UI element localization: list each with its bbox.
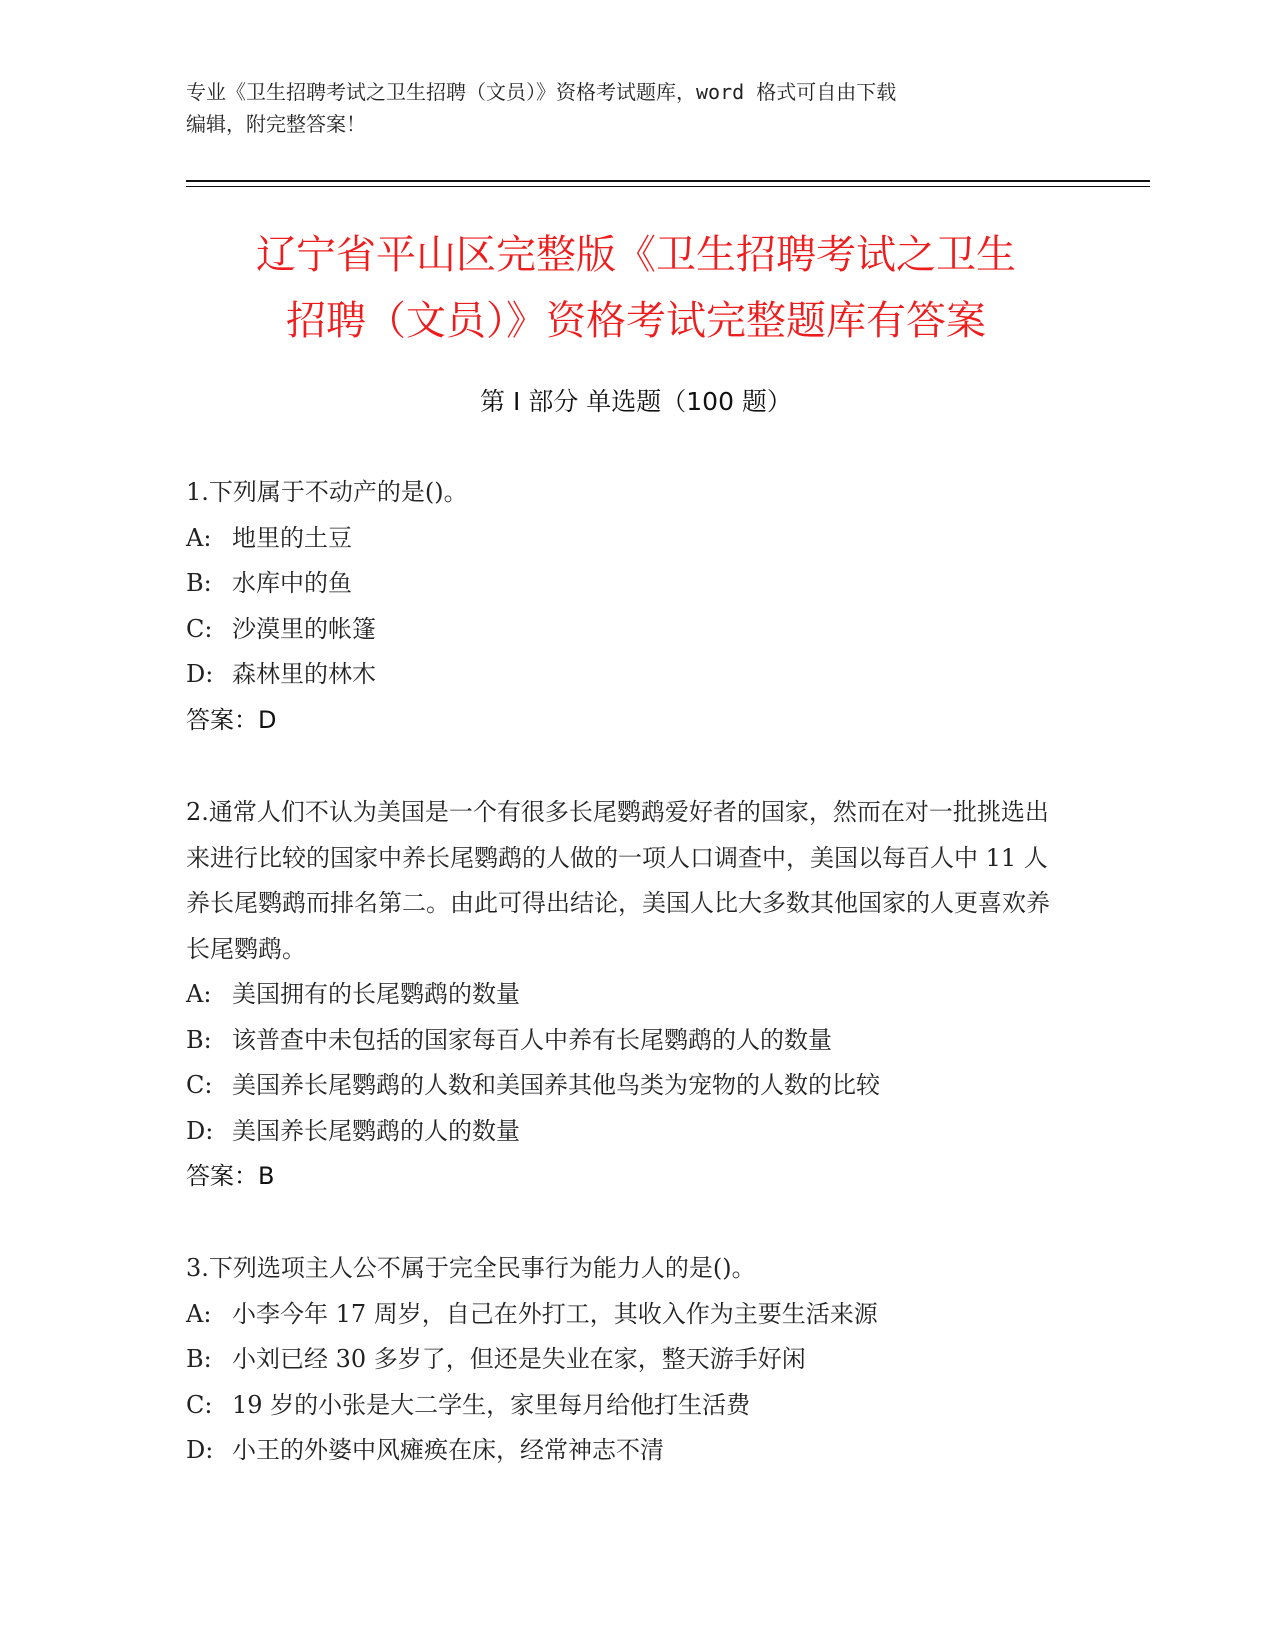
option-text: 美国养长尾鹦鹉的人数和美国养其他鸟类为宠物的人数的比较 [232, 1071, 880, 1099]
option-key: C: [186, 614, 213, 643]
option-text: 沙漠里的帐篷 [232, 614, 376, 643]
option-key: B: [186, 1345, 212, 1373]
option-text: 地里的土豆 [232, 523, 352, 552]
document-title-line-1: 辽宁省平山区完整版《卫生招聘考试之卫生 [256, 232, 1016, 278]
option-a [186, 1292, 1066, 1338]
option-b [186, 1337, 1066, 1383]
option-text: 美国养长尾鹦鹉的人的数量 [232, 1116, 520, 1145]
option-d [186, 652, 1066, 698]
question-3 [186, 1246, 1066, 1474]
option-key: D: [186, 1116, 214, 1145]
document-title [186, 222, 1086, 354]
option-text: 该普查中未包括的国家每百人中养有长尾鹦鹉的人的数量 [232, 1025, 832, 1054]
option-key: A: [186, 1299, 212, 1328]
option-a [186, 972, 1066, 1018]
option-text: 小王的外婆中风瘫痪在床，经常神志不清 [232, 1436, 664, 1464]
option-key: C: [186, 1390, 213, 1419]
header-note-line-1: 专业《卫生招聘考试之卫生招聘（文员）》资格考试题库，word 格式可自由下载 [186, 80, 897, 104]
question-stem: 2.通常人们不认为美国是一个有很多长尾鹦鹉爱好者的国家，然而在对一批挑选出来进行比较的国家中养长尾鹦鹉的人做的一项人口调查中，美国以每百人中 11 人养长尾鹦鹉而排名第二。由此可得出结论，美国人比大多数其他国家的人更喜欢养长尾鹦鹉。 [186, 798, 1050, 963]
question-stem: 1.下列属于不动产的是()。 [186, 478, 468, 506]
answer: 答案：B [186, 1162, 275, 1190]
option-key: D: [186, 1436, 214, 1464]
section-title: 第 I 部分 单选题（100 题） [480, 387, 792, 416]
option-text: 小刘已经 30 多岁了，但还是失业在家，整天游手好闲 [232, 1345, 806, 1373]
question-1 [186, 470, 1066, 743]
header-divider-thick [186, 180, 1150, 182]
option-b [186, 561, 1066, 607]
option-key: A: [186, 523, 212, 552]
option-text: 美国拥有的长尾鹦鹉的数量 [232, 980, 520, 1008]
option-c [186, 1063, 1066, 1109]
option-key: A: [186, 980, 212, 1008]
option-key: C: [186, 1071, 213, 1099]
option-d [186, 1428, 1066, 1474]
header-note [186, 76, 1086, 140]
option-a [186, 516, 1066, 562]
question-2 [186, 790, 1066, 1200]
header-divider-thin [186, 186, 1150, 187]
answer: 答案：D [186, 705, 277, 734]
document-title-line-2: 招聘（文员）》资格考试完整题库有答案 [286, 298, 986, 344]
question-stem: 3.下列选项主人公不属于完全民事行为能力人的是()。 [186, 1254, 756, 1282]
option-text: 森林里的林木 [232, 660, 376, 688]
option-text: 水库中的鱼 [232, 569, 352, 597]
option-d [186, 1109, 1066, 1155]
option-key: B: [186, 1025, 212, 1054]
header-note-line-2: 编辑，附完整答案！ [186, 112, 366, 136]
option-c [186, 1383, 1066, 1429]
option-key: D: [186, 660, 214, 688]
option-b [186, 1018, 1066, 1064]
option-text: 小李今年 17 周岁，自己在外打工，其收入作为主要生活来源 [232, 1299, 878, 1328]
option-key: B: [186, 569, 212, 597]
option-c [186, 607, 1066, 653]
option-text: 19 岁的小张是大二学生，家里每月给他打生活费 [232, 1390, 751, 1419]
